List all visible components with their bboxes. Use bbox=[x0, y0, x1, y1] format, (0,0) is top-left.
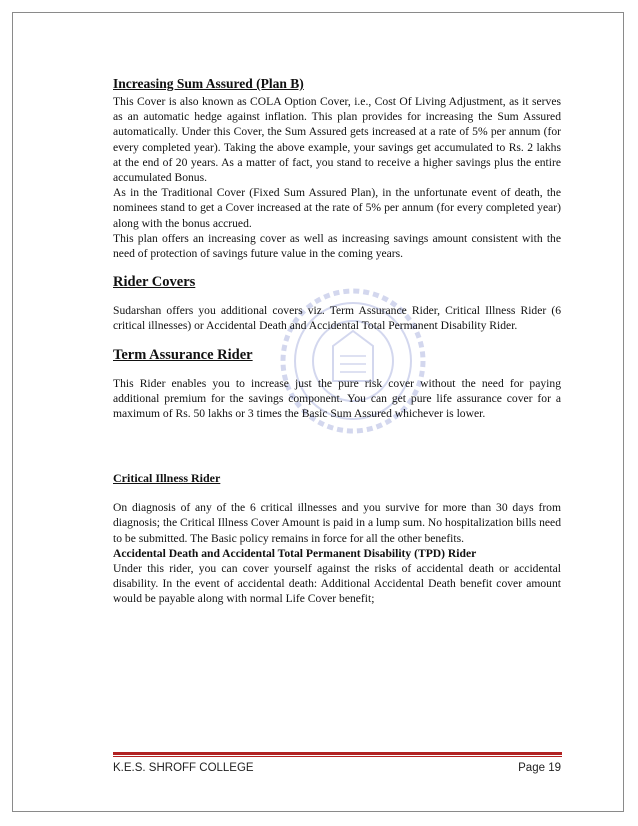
paragraph-increasing-cover: This plan offers an increasing cover as well as increasing savings amount consistent with the need of protection of savings future value in the coming years. bbox=[113, 231, 561, 261]
heading-accidental-death-tpd: Accidental Death and Accidental Total Permanent Disability (TPD) Rider bbox=[113, 546, 477, 560]
heading-increasing-sum-assured: Increasing Sum Assured (Plan B) bbox=[113, 76, 304, 91]
paragraph-sudarshan-covers: Sudarshan offers you additional covers viz. Term Assurance Rider, Critical Illness Rider (6 critical illnesses) or Accidental Death and Accidental Total Permanent Disability Rider. bbox=[113, 304, 561, 333]
paragraph-accidental-death: Under this rider, you can cover yourself against the risks of accidental death or accidental disability. In the event of accidental death: Additional Accidental Death benefit cover amount would be payable along with normal Life Cover benefit; bbox=[113, 562, 561, 606]
paragraph-cola-option: This Cover is also known as COLA Option Cover, i.e., Cost Of Living Adjustment, as it serves as an automatic hedge against inflation. This plan provides for increasing the Sum Assured automatically. Under this Cover, the Sum Assured gets increased at a rate of 5% per annum (for every completed year). Taking the above example, your savings get accumulated to Rs. 2 lakhs at the end of 20 years. As a matter of fact, you stand to receive a higher savings plus the entire accumulated Bonus. bbox=[113, 95, 561, 185]
paragraph-critical-illness: On diagnosis of any of the 6 critical illnesses and you survive for more than 30 days from diagnosis; the Critical Illness Cover Amount is paid in a lump sum. No hospitalization bills need to be submitted. The Basic policy remains in force for all the other benefits. bbox=[113, 501, 561, 545]
footer-page-number: Page 19 bbox=[518, 762, 561, 774]
heading-rider-covers: Rider Covers bbox=[113, 274, 196, 291]
heading-critical-illness-rider: Critical Illness Rider bbox=[113, 471, 221, 486]
footer-rule bbox=[113, 752, 562, 755]
heading-term-assurance-rider: Term Assurance Rider bbox=[113, 346, 253, 363]
paragraph-traditional-cover: As in the Traditional Cover (Fixed Sum Assured Plan), in the unfortunate event of death, the nominees stand to get a Cover increased at the rate of 5% per annum (for every completed year) along with the bonus accrued. bbox=[113, 186, 561, 230]
footer-college-name: K.E.S. SHROFF COLLEGE bbox=[113, 762, 254, 774]
footer-rule-thin bbox=[113, 756, 562, 757]
paragraph-term-assurance: This Rider enables you to increase just the pure risk cover without the need for paying additional premium for the savings component. You can get pure life assurance cover for a maximum of Rs. 50 lakhs or 3 times the Basic Sum Assured whichever is lower. bbox=[113, 376, 561, 421]
page-content bbox=[113, 76, 561, 607]
